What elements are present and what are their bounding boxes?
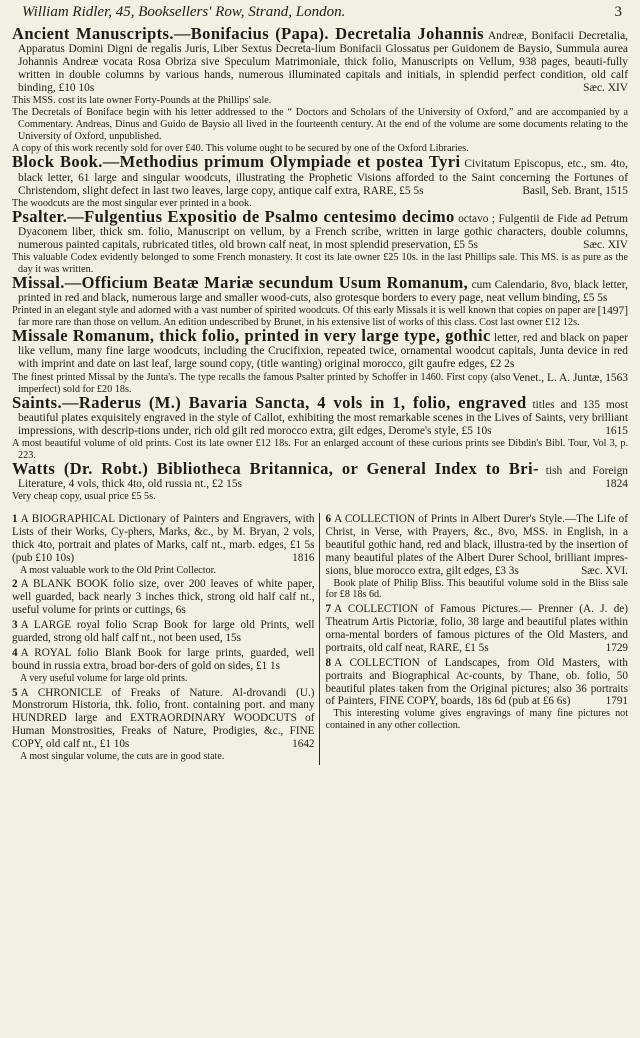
list-item: [12, 647, 315, 685]
entry-paragraph: [12, 152, 628, 197]
item-note: A most singular volume, the cuts are in good state.: [20, 751, 225, 763]
catalogue-entry: [12, 273, 628, 329]
entry-body: Civitatum Episcopus, etc., sm. 4to, black letter, 61 large and singular woodcuts, illustrating the Prophetic Visions afforded to the Saint concerning the Fortunes of Christendom, slight defect in last two leaves, large copy, antique calf extra, RARE, £5 5s: [18, 158, 628, 197]
entry-note: Printed in an elegant style and adorned with a vast number of spirited woodcuts. Of this early Missals it is well known that copies on paper are far more rare than those on vellum. An edition undescribed by Brunet, in his extensive list of works of this class. Cost last owner £12 12s.: [12, 305, 596, 329]
item-text: A COLLECTION of Landscapes, from Old Masters, with portraits and Biographical Ac-counts, by Thane, ob. folio, 50 beautiful plates taken from the Original pictures; also 36 portraits of Painters, FINE COPY, boards, 18s 6d (pub at £6 6s): [325, 656, 628, 708]
list-item: [12, 619, 315, 645]
entry-heading: Missale Romanum, thick folio, printed in very large type, gothic: [12, 326, 491, 346]
item-text: A LARGE royal folio Scrap Book for large old Prints, well guarded, strong old half calf nt., not been used, 15s: [12, 619, 315, 645]
entry-date: 1615: [605, 424, 628, 437]
list-item: [326, 657, 629, 732]
item-number: 8: [325, 656, 332, 669]
entry-date: Sæc. XIV: [583, 82, 628, 95]
item-number: 3: [12, 619, 18, 632]
entry-paragraph: [12, 458, 628, 491]
catalogue-entry: [12, 206, 628, 276]
entry-date: [1497]: [597, 305, 628, 318]
item-number: 2: [12, 578, 18, 591]
entry-note: Very cheap copy, usual price £5 5s.: [12, 490, 156, 502]
entry-heading: Missal.—Officium Beatæ Mariæ secundum Usum Romanum,: [12, 273, 469, 293]
entry-paragraph: [12, 206, 628, 252]
right-column: [320, 513, 629, 765]
item-note: A very useful volume for large old prints.: [20, 672, 188, 684]
numbered-listing: [12, 513, 628, 765]
entry-body: Andreæ, Bonifacii Decretalia, Apparatus Domini Digni de regalis Juris, Liber Sextus Decreta-lium Bonifacii Glossatus per Guidonem de Baysio, Summula aurea Johannis Andreæ vocata Rosa Obriza sive Speculum Matrimoniale, thick folio, Manuscripts on Vellum, 938 pages, beauti-fully written in double columns by various hands, numerous illuminated capitals and initials, in splendid perfect condition, old calf binding, £10 10s: [18, 30, 628, 95]
item-number: 1: [12, 512, 18, 525]
item-text: A COLLECTION of Famous Pictures.— Prenner (A. J. de) Theatrum Artis Pictoriæ, folio, 38 large and beautiful plates within orna-mental borders of famous pictures of the Old Masters, and portraits, old calf neat, RARE, £1 5s: [325, 603, 628, 654]
item-note: This interesting volume gives engravings of many fine pictures not contained in any other collection.: [325, 708, 628, 732]
item-number: 4: [12, 646, 18, 659]
entry-body: tish and Foreign Literature, 4 vols, thick 4to, old russia nt., £2 15s: [18, 464, 628, 490]
entry-note: This MSS. cost its late owner Forty-Pounds at the Phillips' sale.: [12, 95, 272, 107]
list-item: [326, 603, 629, 655]
list-item: [326, 513, 629, 601]
list-item: [12, 687, 315, 763]
item-number: 5: [12, 686, 18, 699]
item-number: 7: [325, 603, 332, 616]
item-text: A ROYAL folio Blank Book for large prints, guarded, well bound in russia extra, broad bor-ders of gold on sides, £1 1s: [12, 646, 315, 672]
catalogue-entry: [12, 458, 628, 503]
item-text: A CHRONICLE of Freaks of Nature. Al-drovandi (U.) Monstrorum Historia, thk. folio, front. containing port. and many HUNDRED large and EXTRAORDINARY WOODCUTS of Human Monstrosities, Freaks of Nature, Prodigies, &c., FINE COPY, old calf nt., £1 10s: [12, 686, 315, 751]
entry-heading: Watts (Dr. Robt.) Bibliotheca Britannica, or General Index to Bri-: [12, 458, 539, 478]
item-date: 1642: [292, 738, 315, 751]
catalogue-entry: [12, 392, 628, 462]
item-text: A BLANK BOOK folio size, over 200 leaves of white paper, well guarded, back nearly 3 inches thick, strong old half calf nt., useful volume for prints or cuttings, 6s: [12, 578, 315, 617]
catalogue-entry: [12, 152, 628, 209]
item-text: A BIOGRAPHICAL Dictionary of Painters and Engravers, with Lists of their Works, Cy-phers, Marks, &c., by M. Bryan, 2 vols, thick 4to, portrait and plates of Marks, calf nt., marb. edges, £1 5s (pub £10 10s): [12, 512, 315, 564]
item-date: 1729: [605, 641, 628, 654]
list-item: [12, 578, 315, 617]
entry-date: Venet., L. A. Juntæ, 1563: [512, 371, 628, 384]
entry-date: 1824: [605, 477, 628, 490]
item-date: Sæc. XVI.: [581, 564, 628, 577]
entry-note: The finest printed Missal by the Junta's. The type recalls the famous Psalter printed by Schoffer in 1460. First copy (also imperfect) sold for £20 18s.: [12, 371, 511, 395]
entry-body: cum Calendario, 8vo, black letter, printed in red and black, numerous large and smaller wood-cuts, also grotesque borders to every page, neat vellum binding, £5 5s: [18, 279, 628, 305]
running-title: William Ridler, 45, Booksellers' Row, Strand, London.: [22, 4, 346, 20]
item-date: 1791: [605, 695, 628, 708]
catalogue-entry: [12, 24, 628, 155]
entry-note: This valuable Codex evidently belonged to some French monastery. It cost its late owner £25 10s. in the last Phillips sale. This MS. is as pure as the day it was written.: [12, 252, 628, 276]
running-head: [12, 4, 628, 21]
entry-body: titles and 135 most beautiful plates exquisitely engraved in the style of Callot, exhibiting the most remarkable scenes in the Lives of Saints, very brilliant impressions, with descrip-tions under, rich old gilt red morocco extra, gilt edges, Derome's style, £5 10s: [18, 398, 628, 437]
catalogue-page: [12, 0, 628, 1034]
entry-note: The Decretals of Boniface begin with his letter addressed to the “ Doctors and Scholars of the University of Oxford,” and are accompanied by a Commentary. Andreas, Dinus and Guido de Baysio all lived in the fourteenth century. At the end of the volume are some documents relating to the University of Oxford, unpublished.: [12, 107, 628, 143]
item-text: A COLLECTION of Prints in Albert Durer's Style.—The Life of Christ, in Verse, with Prayers, &c., 8vo, MSS. in English, in a beautiful gothic hand, red and black, illustra-ted by the insertion of many beautiful plates of the Albert Durer School, brilliant impres-sions, blue morocco extra, gilt edges, £3 3s: [325, 512, 628, 577]
item-note: A most valuable work to the Old Print Collector.: [20, 564, 216, 576]
entry-heading: Psalter.—Fulgentius Expositio de Psalmo centesimo decimo: [12, 206, 455, 226]
entry-body: octavo ; Fulgentii de Fide ad Petrum Dyaconem liber, thick sm. folio, Manuscript on vellum, by a French scribe, written in large gothic characters, double columns, numerous painted capitals, rubricated titles, old brown calf neat, in most splendid preservation, £5 5s: [18, 212, 628, 251]
list-item: [12, 513, 315, 576]
entry-body: letter, red and black on paper like vellum, many fine large woodcuts, including the Crucifixion, repeated twice, ornamental woodcut capitals, Junta device in red with imprint and date on last leaf, large sound copy, (title wanting) original morocco, gilt gaufre edges, £2 2s: [18, 332, 628, 371]
item-note: Book plate of Philip Bliss. This beautiful volume sold in the Bliss sale for £8 18s 6d.: [325, 577, 628, 601]
left-column: [12, 513, 320, 765]
entry-date: Basil, Seb. Brant, 1515: [522, 184, 628, 197]
entry-paragraph: [12, 24, 628, 95]
entry-paragraph: [12, 392, 628, 438]
entry-note: The woodcuts are the most singular ever printed in a book.: [12, 197, 252, 209]
entry-date: Sæc. XIV: [583, 238, 628, 251]
item-date: 1816: [292, 551, 315, 564]
page-number: 3: [614, 4, 622, 20]
entry-heading: Ancient Manuscripts.—Bonifacius (Papa). Decretalia Johannis: [12, 24, 484, 43]
entry-heading: Block Book.—Methodius primum Olympiade et postea Tyri: [12, 152, 461, 172]
item-number: 6: [325, 512, 332, 525]
entry-note: A copy of this work recently sold for over £40. This volume ought to be secured by one of the Oxford Libraries.: [12, 143, 469, 155]
entry-heading: Saints.—Raderus (M.) Bavaria Sancta, 4 vols in 1, folio, engraved: [12, 392, 527, 412]
catalogue-entry: [12, 326, 628, 395]
featured-entries: [12, 24, 628, 503]
entry-note: A most beautiful volume of old prints. Cost its late owner £12 18s. For an enlarged account of these curious prints see Dibdin's Bibl. Tour, Vol 3, p. 223.: [12, 437, 628, 461]
